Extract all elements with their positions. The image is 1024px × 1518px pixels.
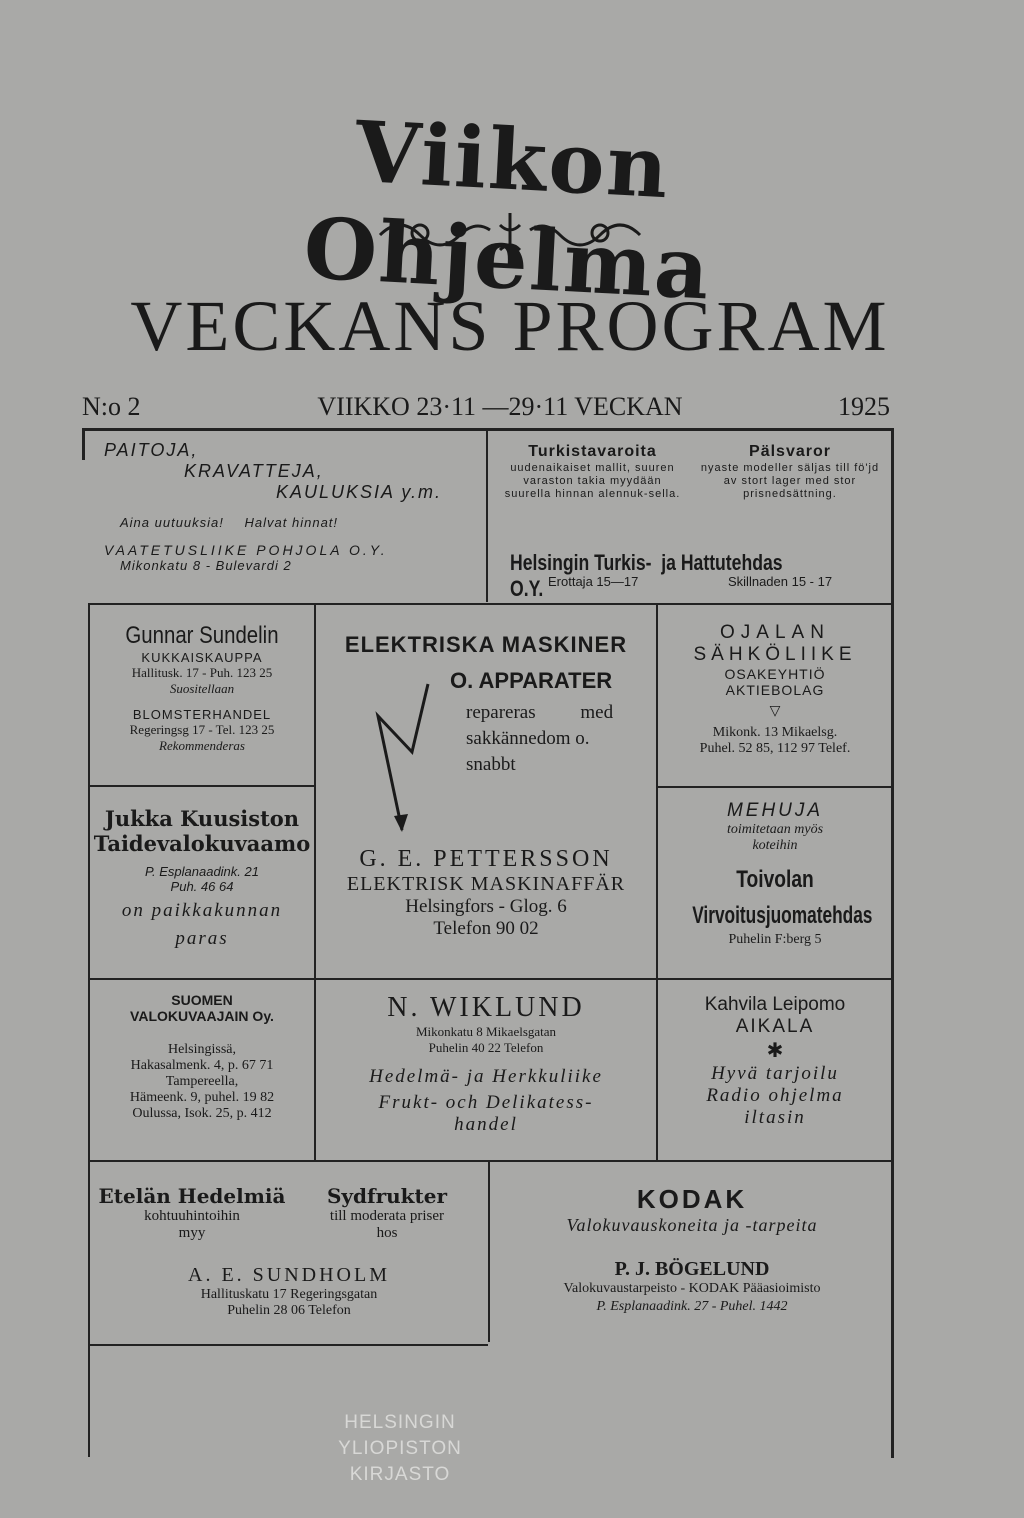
sundholm-head-fi: Etelän Hedelmiä [98, 1184, 286, 1208]
pohjola-company: VAATETUSLIIKE POHJOLA O.Y. [104, 542, 388, 558]
divider [90, 978, 892, 980]
issue-number: N:o 2 [82, 392, 141, 421]
wiklund-addr: Mikonkatu 8 Mikaelsgatan [415, 1024, 557, 1039]
sundelin-name: Gunnar Sundelin [125, 622, 279, 649]
turkis-ad-fi [500, 442, 685, 501]
elektriska-name: G. E. PETTERSSON [359, 846, 613, 872]
ojalan-ad [660, 622, 890, 757]
turkis-head-sv: Pälsvaror [749, 443, 831, 460]
wiklund-ad [316, 992, 656, 1136]
toivola-sub2: koteihin [752, 838, 798, 853]
masthead-subtitle: VECKANS PROGRAM [130, 286, 890, 366]
sundholm-name: A. E. SUNDHOLM [188, 1264, 390, 1286]
star-icon: ✱ [766, 1040, 784, 1062]
valokuvaajain-l1: Helsingissä, [167, 1042, 237, 1057]
elektriska-text2: sakkännedom o. [466, 728, 590, 749]
wiklund-fi: Hedelmä- ja Herkkuliike [369, 1066, 603, 1087]
divider [486, 430, 488, 602]
sundholm-head-sv: Sydfrukter [326, 1184, 448, 1208]
wiklund-name: N. WIKLUND [387, 992, 585, 1023]
elektriska-head1: ELEKTRISKA MASKINER [344, 632, 628, 657]
valokuvaajain-name1: SUOMEN [171, 992, 233, 1008]
sundelin-addr1: Hallitusk. 17 - Puh. 123 25 [131, 665, 273, 680]
kuusisto-slogan1: on paikkakunnan [121, 900, 283, 921]
toivola-ad [660, 800, 890, 948]
sundelin-rec1: Suositellaan [169, 681, 235, 696]
ojalan-line3: OSAKEYHTIÖ [724, 666, 826, 682]
elektriska-text [466, 700, 636, 778]
aikala-head2: AIKALA [735, 1016, 815, 1037]
sundelin-addr2: Regeringsg 17 - Tel. 123 25 [129, 722, 275, 737]
lightning-icon [368, 680, 438, 840]
turkis-company: Helsingin Turkis- ja Hattutehdas O.Y. [510, 550, 783, 601]
stamp-line2: YLIOPISTON [338, 1438, 462, 1459]
turkis-address-sv: Skillnaden 15 - 17 [728, 574, 833, 589]
sundelin-rec2: Rekommenderas [159, 738, 245, 753]
sundelin-sub1: KUKKAISKAUPPA [141, 650, 263, 665]
valokuvaajain-l5: Oulussa, Isok. 25, p. 412 [132, 1106, 272, 1121]
ojalan-line4: AKTIEBOLAG [725, 682, 825, 698]
divider [658, 786, 892, 788]
valokuvaajain-l4: Hämeenk. 9, puhel. 19 82 [129, 1090, 275, 1105]
pohjola-slogan1: Aina uutuuksia! [120, 515, 224, 530]
valokuvaajain-l2: Hakasalmenk. 4, p. 67 71 [130, 1058, 274, 1073]
sundholm-text-sv1: till moderata priser [329, 1208, 445, 1224]
issue-week: VIIKKO 23·11 —29·11 VECKAN [317, 392, 683, 421]
elektriska-text1: repareras med [466, 702, 614, 723]
sundelin-ad [92, 622, 312, 754]
sundholm-fi [92, 1184, 292, 1242]
divider [88, 605, 90, 1457]
aikala-l3: iltasin [744, 1107, 806, 1128]
toivola-sub1: toimitetaan myös [726, 822, 824, 837]
library-stamp [320, 1410, 480, 1488]
kodak-logo: KODAK [636, 1184, 748, 1214]
elektriska-shop: ELEKTRISK MASKINAFFÄR [346, 873, 626, 895]
wiklund-sv2: handel [454, 1114, 518, 1135]
sundholm-text-fi1: kohtuuhintoihin [144, 1208, 240, 1224]
ornament-icon [360, 205, 660, 275]
divider [82, 428, 894, 431]
valokuvaajain-ad [92, 992, 312, 1122]
kuusisto-name2: Taidevalokuvaamo [93, 831, 311, 856]
ojalan-addr: Mikonk. 13 Mikaelsg. [712, 725, 838, 740]
turkis-head-fi: Turkistavaroita [528, 443, 657, 460]
aikala-ad [660, 994, 890, 1129]
toivola-phone: Puhelin F:berg 5 [728, 932, 822, 947]
wiklund-phone: Puhelin 40 22 Telefon [428, 1040, 544, 1055]
valokuvaajain-name2: VALOKUVAAJAIN Oy. [130, 1008, 274, 1024]
ojalan-line2: SÄHKÖLIIKE [693, 644, 857, 665]
stamp-line1: HELSINGIN [344, 1412, 456, 1433]
aikala-l1: Hyvä tarjoilu [711, 1063, 839, 1084]
pohjola-line2: KRAVATTEJA, [184, 461, 324, 481]
kodak-addr: P. Esplanaadink. 27 - Puhel. 1442 [596, 1299, 788, 1314]
sundelin-sub2: BLOMSTERHANDEL [132, 707, 272, 722]
masthead-title: Viikon Ohjelma [301, 101, 714, 319]
pohjola-ad [100, 440, 480, 573]
pohjola-line1: PAITOJA, [104, 440, 199, 460]
divider [90, 1344, 488, 1346]
kuusisto-addr: P. Esplanaadink. 21 [145, 864, 259, 879]
ojalan-name: OJALAN [720, 622, 830, 643]
divider [88, 603, 894, 605]
kuusisto-ad [92, 806, 312, 950]
kuusisto-slogan2: paras [175, 928, 229, 949]
toivola-head: MEHUJA [726, 800, 824, 821]
sundholm-phone: Puhelin 28 06 Telefon [227, 1303, 351, 1318]
sundholm-sv [292, 1184, 482, 1242]
pohjola-line3: KAULUKSIA y.m. [276, 482, 443, 502]
sundholm-footer [92, 1264, 486, 1319]
divider [90, 785, 316, 787]
pohjola-address: Mikonkatu 8 - Bulevardi 2 [120, 558, 292, 573]
turkis-ad-sv [700, 442, 880, 501]
sundholm-text-sv2: hos [376, 1225, 398, 1241]
turkis-text-fi: uudenaikaiset mallit, suuren varaston takia myydään suurella hinnan alennuk-sella. [504, 462, 681, 500]
sundholm-text-fi2: myy [178, 1225, 206, 1241]
wiklund-sv1: Frukt- och Delikatess- [378, 1092, 594, 1113]
kodak-name: P. J. BÖGELUND [614, 1258, 770, 1280]
divider [488, 1162, 490, 1342]
divider [656, 605, 658, 1160]
turkis-address-fi: Erottaja 15—17 [548, 574, 639, 589]
kodak-line: Valokuvaustarpeisto - KODAK Pääasioimisto [563, 1281, 821, 1296]
sundholm-addr: Hallituskatu 17 Regeringsgatan [200, 1287, 378, 1302]
triangle-icon: ▽ [769, 702, 781, 718]
elektriska-text3: snabbt [466, 754, 516, 775]
valokuvaajain-l3: Tampereella, [165, 1074, 239, 1089]
issue-year: 1925 [838, 392, 890, 421]
divider [90, 1160, 892, 1162]
elektriska-phone: Telefon 90 02 [433, 918, 539, 939]
divider [82, 428, 85, 460]
elektriska-footer [316, 846, 656, 940]
kodak-ad [492, 1184, 892, 1315]
aikala-l2: Radio ohjelma [706, 1085, 844, 1106]
kuusisto-phone: Puh. 46 64 [170, 879, 234, 894]
aikala-head1: Kahvila Leipomo [704, 994, 846, 1015]
toivola-name2: Virvoitusjuomatehdas [692, 902, 873, 929]
elektriska-addr: Helsingfors - Glog. 6 [405, 896, 567, 917]
stamp-line3: KIRJASTO [349, 1464, 451, 1485]
elektriska-head2: O. APPARATER [450, 668, 613, 693]
turkis-text-sv: nyaste modeller säljas till fö'jd av stort lager med stor prisnedsättning. [700, 462, 880, 500]
toivola-name1: Toivolan [736, 866, 814, 893]
kodak-tagline: Valokuvauskoneita ja -tarpeita [566, 1215, 818, 1235]
pohjola-slogan2: Halvat hinnat! [244, 515, 339, 530]
ojalan-phone: Puhel. 52 85, 112 97 Telef. [699, 741, 851, 756]
kuusisto-name1: Jukka Kuusiston [104, 806, 300, 831]
